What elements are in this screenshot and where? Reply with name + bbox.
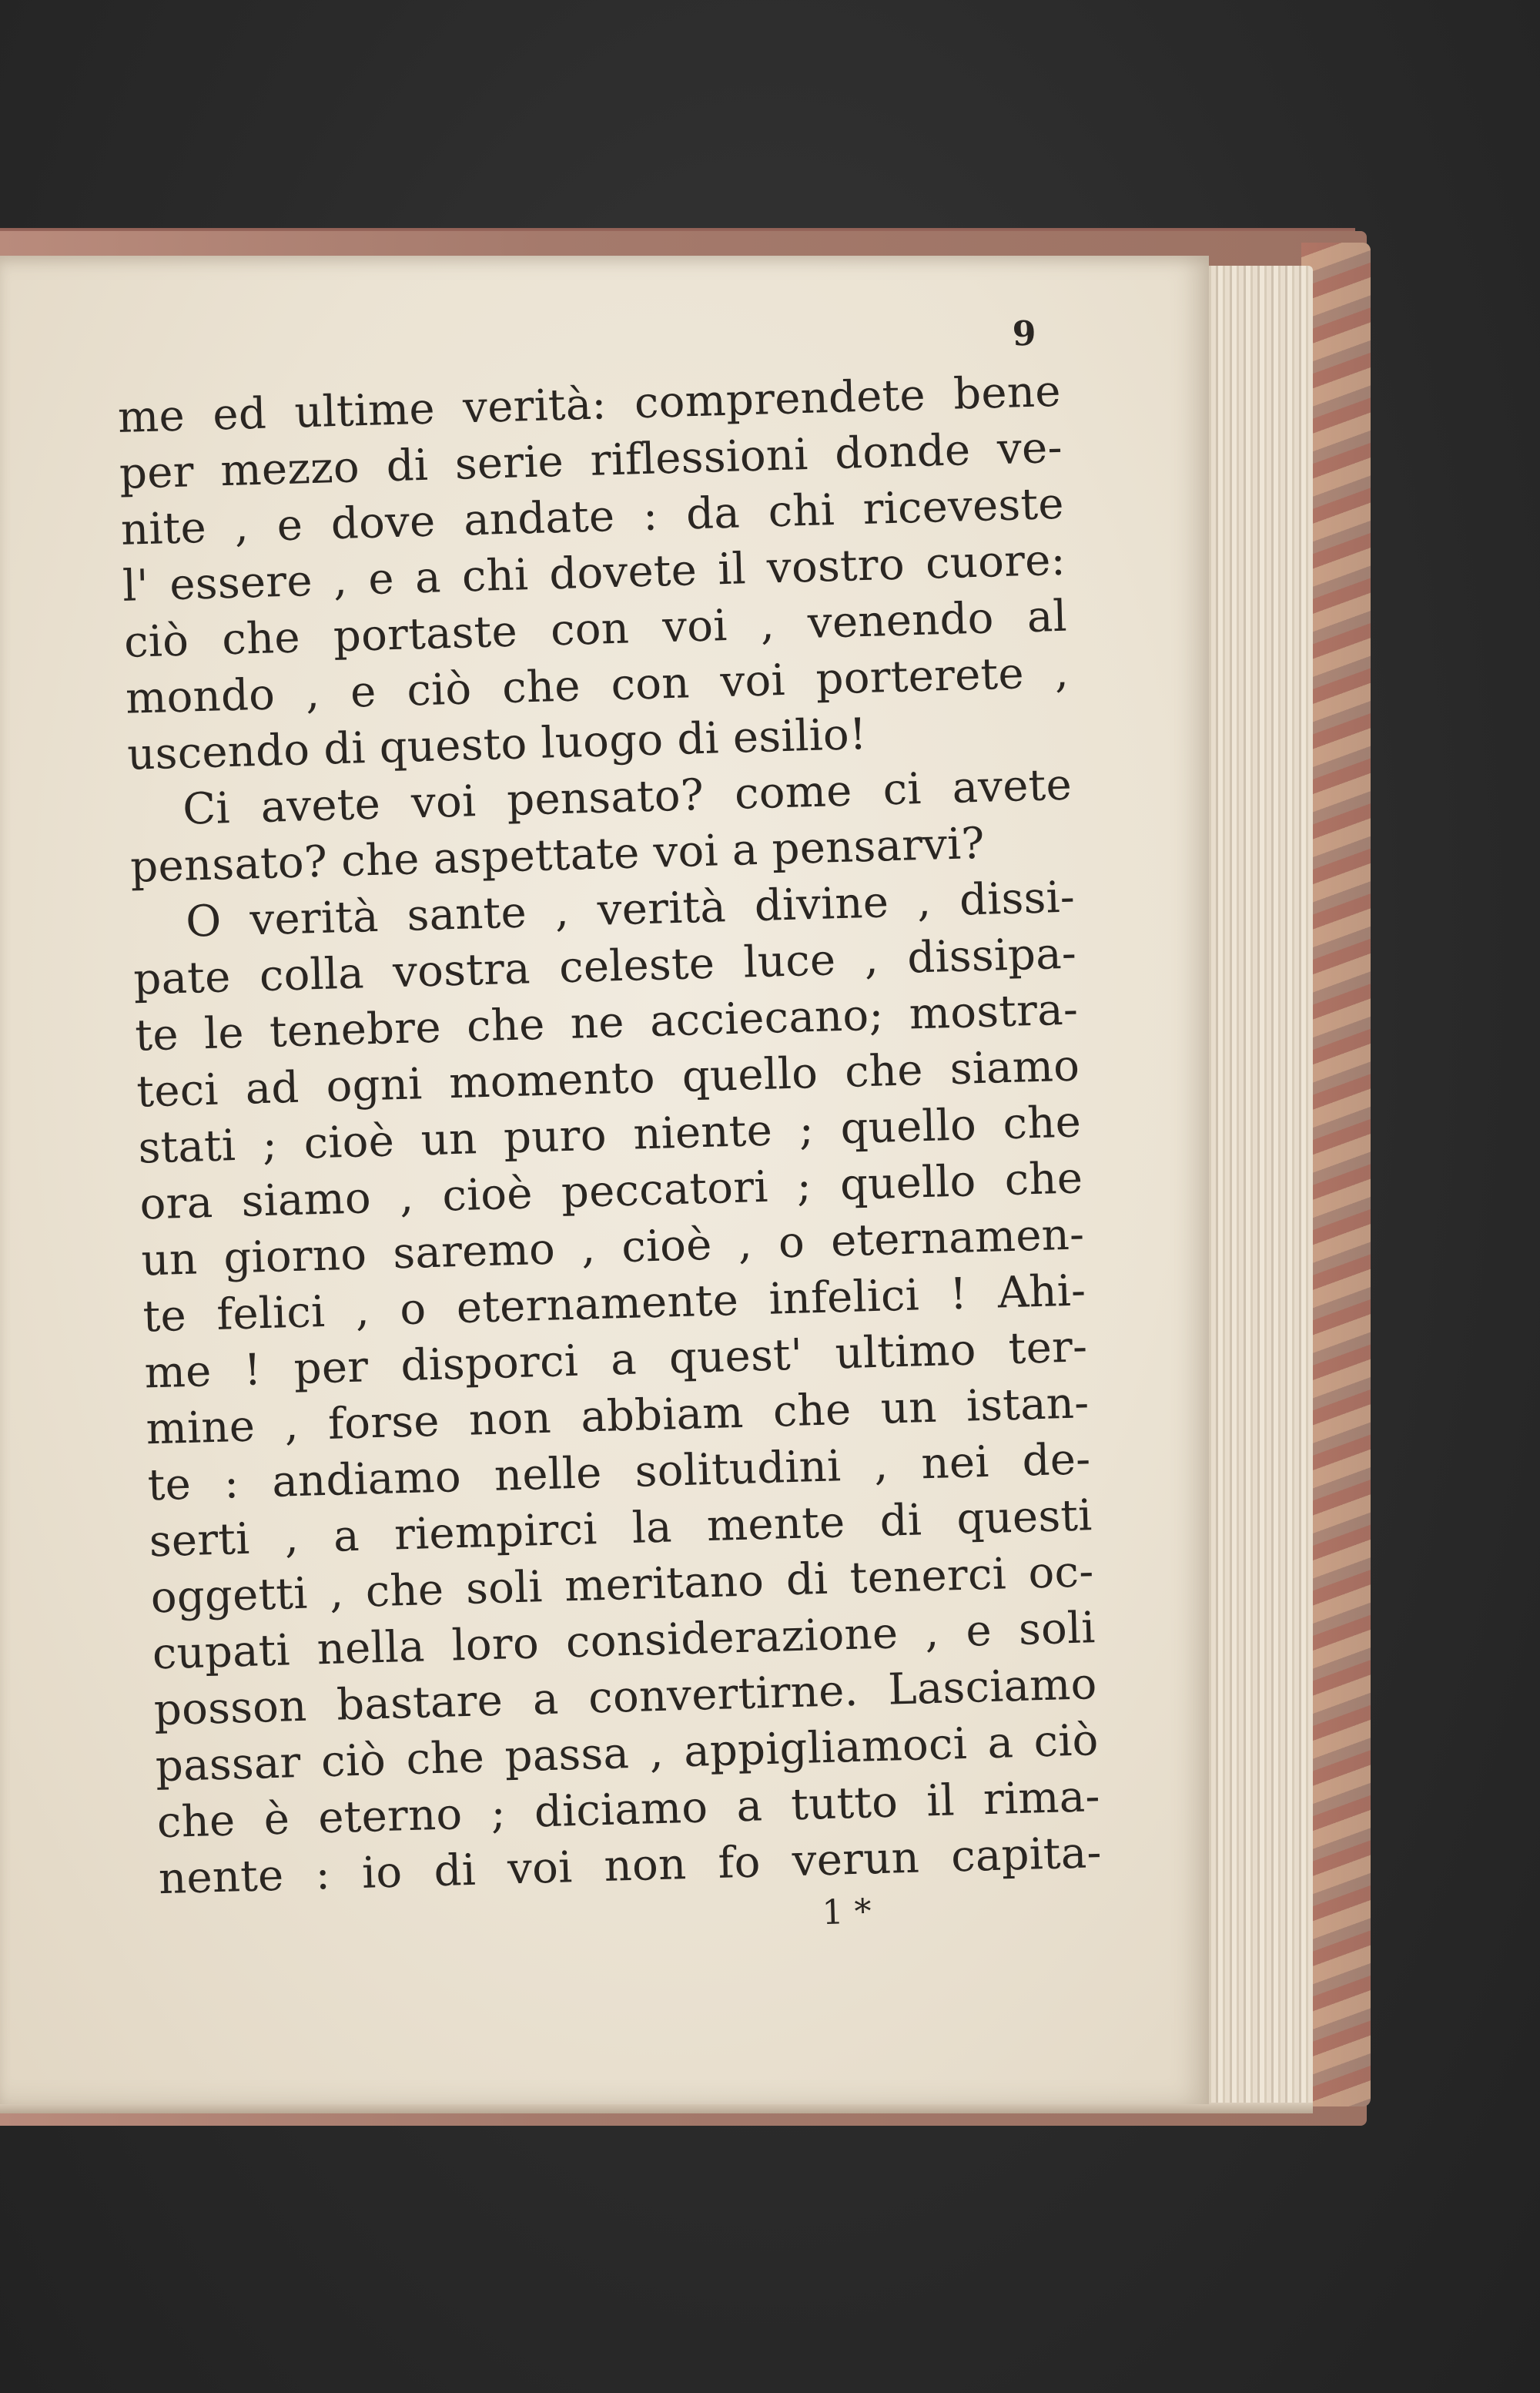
- text-line: che è eterno ; diciamo a tutto il rima-: [156, 1771, 1101, 1848]
- text-line: ciò che portaste con voi , venendo al: [123, 591, 1068, 668]
- text-line: serti , a riempirci la mente di questi: [148, 1490, 1093, 1567]
- text-line: Ci avete voi pensato? come ci avete: [182, 759, 1073, 835]
- text-line: posson bastare a convertirne. Lasciamo: [153, 1659, 1098, 1736]
- text-line: te felici , o eternamente infelici ! Ahi-: [142, 1265, 1087, 1342]
- text-line: pate colla vostra celeste luce , dissipa-: [132, 928, 1077, 1005]
- text-line: te le tenebre che ne acciecano; mostra-: [134, 984, 1079, 1061]
- text-line: mine , forse non abbiam che un istan-: [145, 1378, 1090, 1455]
- signature-mark: 1 *: [821, 1892, 872, 1933]
- text-line: me ed ultime verità: comprendete bene: [117, 366, 1062, 443]
- page-number: 9: [1012, 313, 1037, 354]
- text-line: passar ciò che passa , appigliamoci a ciò: [155, 1715, 1100, 1792]
- text-line: uscendo di questo luogo di esilio!: [126, 709, 868, 780]
- text-line: oggetti , che soli meritano di tenerci oc-: [149, 1547, 1095, 1624]
- page-block-bottom: [0, 2103, 1313, 2113]
- text-line: te : andiamo nelle solitudini , nei de-: [146, 1434, 1092, 1511]
- text-block: [116, 307, 1103, 1955]
- text-line: stati ; cioè un puro niente ; quello che: [137, 1097, 1083, 1174]
- text-line: me ! per disporci a quest' ultimo ter-: [143, 1322, 1089, 1399]
- text-line: pensato? che aspettate voi a pensarvi?: [129, 818, 986, 893]
- text-line: l' essere , e a chi dovete il vostro cuore:: [122, 535, 1066, 612]
- text-line: ora siamo , cioè peccatori ; quello che: [139, 1153, 1084, 1230]
- page-block-edge: [1197, 266, 1313, 2106]
- text-line: un giorno saremo , cioè , o eternamen-: [140, 1209, 1086, 1286]
- text-line: nite , e dove andate : da chi riceveste: [120, 478, 1065, 555]
- printed-page: [0, 256, 1209, 2104]
- text-line: mondo , e ciò che con voi porterete ,: [125, 647, 1070, 724]
- text-line: per mezzo di serie riflessioni donde ve-: [119, 422, 1063, 499]
- text-line: O verità sante , verità divine , dissi-: [185, 872, 1076, 947]
- text-line: teci ad ogni momento quello che siamo: [136, 1041, 1080, 1118]
- text-line: nente : io di voi non fo verun capita-: [158, 1828, 1103, 1905]
- text-line: cupati nella loro considerazione , e soli: [152, 1603, 1096, 1680]
